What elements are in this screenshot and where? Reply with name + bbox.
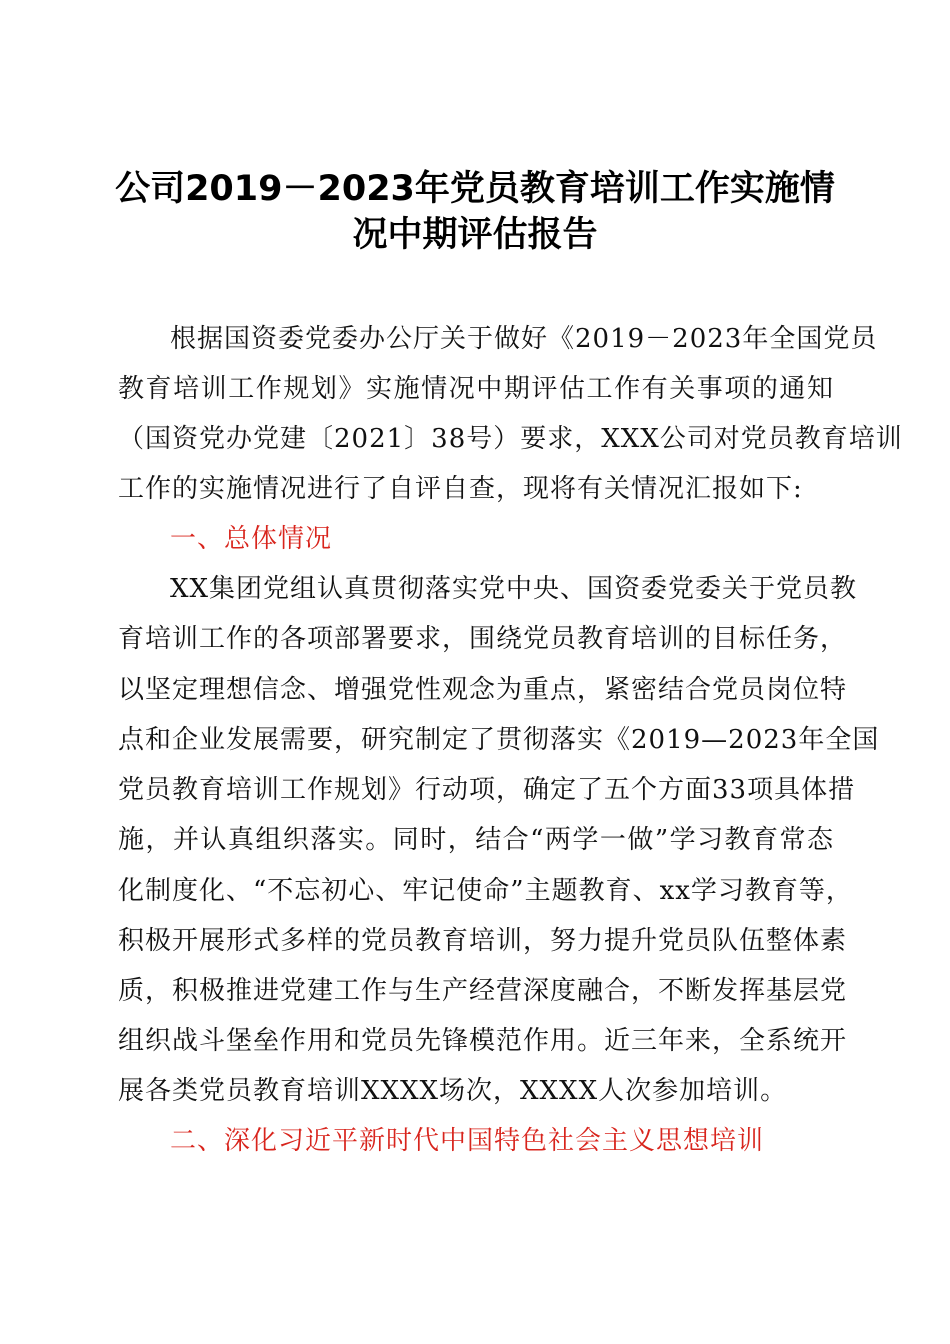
section1-paragraph-line: 点和企业发展需要，研究制定了贯彻落实《2019—2023年全国: [118, 725, 880, 755]
section-heading-xi-thought-training: 二、深化习近平新时代中国特色社会主义思想培训: [170, 1126, 765, 1156]
section-heading-overview: 一、总体情况: [170, 524, 333, 554]
section1-paragraph-line: 施，并认真组织落实。同时，结合“两学一做”学习教育常态: [118, 825, 834, 855]
intro-paragraph-line: 工作的实施情况进行了自评自查，现将有关情况汇报如下:: [118, 474, 803, 504]
intro-paragraph-line: （国资党办党建〔2021〕38号）要求，XXX公司对党员教育培训: [118, 424, 903, 454]
document-title-line-1: 公司2019－2023年党员教育培训工作实施情: [115, 169, 835, 209]
section1-paragraph-line: 组织战斗堡垒作用和党员先锋模范作用。近三年来，全系统开: [118, 1026, 848, 1056]
section1-paragraph-line: 积极开展形式多样的党员教育培训，努力提升党员队伍整体素: [118, 926, 848, 956]
section1-paragraph-line: 育培训工作的各项部署要求，围绕党员教育培训的目标任务，: [118, 624, 848, 654]
section1-paragraph-line: 化制度化、“不忘初心、牢记使命”主题教育、xx学习教育等，: [118, 876, 853, 906]
section1-paragraph-line: 质，积极推进党建工作与生产经营深度融合，不断发挥基层党: [118, 976, 848, 1006]
section1-paragraph-line: 党员教育培训工作规划》行动项，确定了五个方面33项具体措: [118, 775, 856, 805]
intro-paragraph-line: 教育培训工作规划》实施情况中期评估工作有关事项的通知: [118, 374, 834, 404]
section1-paragraph-line: 展各类党员教育培训XXXX场次，XXXX人次参加培训。: [118, 1076, 788, 1106]
section1-paragraph-line: XX集团党组认真贯彻落实党中央、国资委党委关于党员教: [170, 574, 858, 604]
section1-paragraph-line: 以坚定理想信念、增强党性观念为重点，紧密结合党员岗位特: [118, 675, 848, 705]
document-title-line-2: 况中期评估报告: [352, 215, 598, 255]
intro-paragraph-line: 根据国资委党委办公厅关于做好《2019－2023年全国党员: [170, 324, 878, 354]
